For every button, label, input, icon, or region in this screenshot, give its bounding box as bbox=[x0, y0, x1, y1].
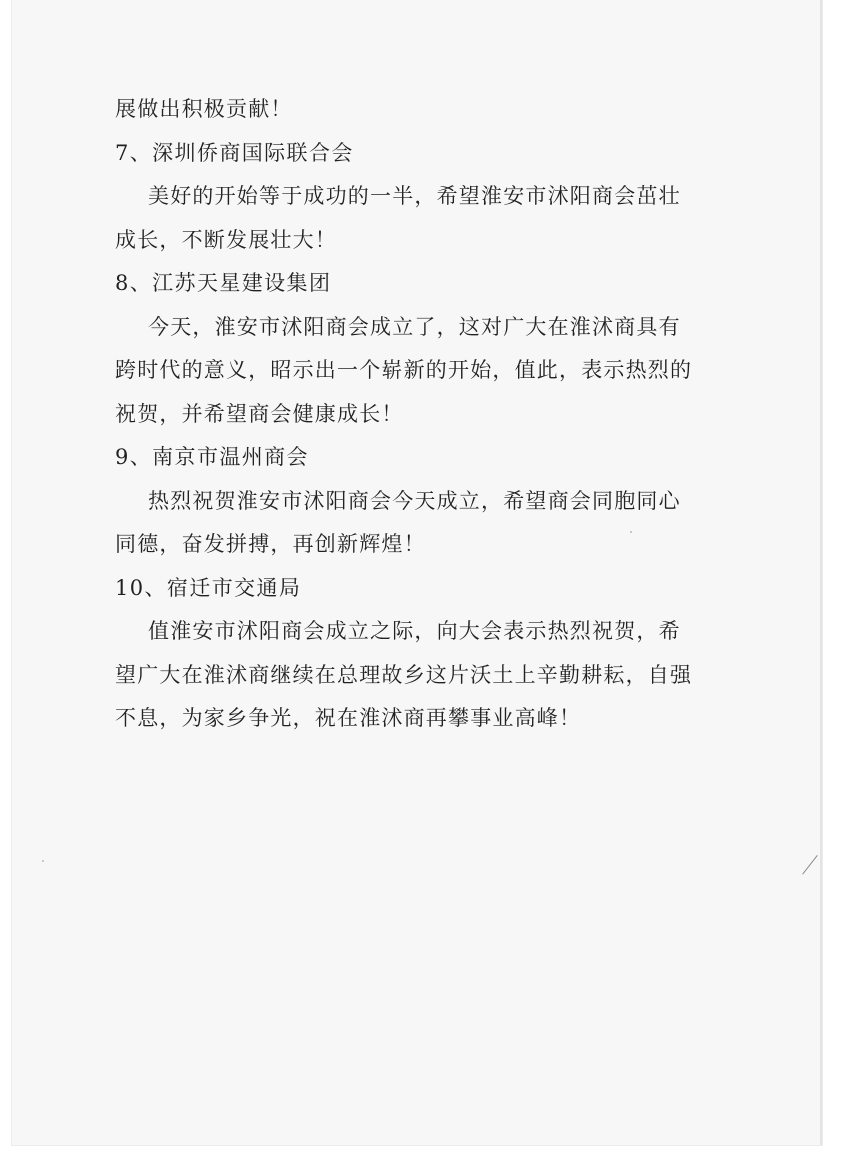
scanned-paper bbox=[12, 0, 822, 1145]
section-heading-7: 7、深圳侨商国际联合会 bbox=[115, 140, 354, 165]
scan-speck bbox=[42, 860, 44, 862]
section-heading-8: 8、江苏天星建设集团 bbox=[115, 271, 332, 295]
paragraph-line: 美好的开始等于成功的一半，希望淮安市沭阳商会茁壮 bbox=[148, 184, 681, 208]
paragraph-line: 同德，奋发拼搏，再创新辉煌！ bbox=[115, 532, 426, 556]
paper-crease-mark bbox=[802, 855, 832, 886]
paragraph-line: 望广大在淮沭商继续在总理故乡这片沃土上辛勤耕耘，自强 bbox=[115, 662, 693, 687]
paragraph-line: 热烈祝贺淮安市沭阳商会今天成立，希望商会同胞同心 bbox=[148, 488, 681, 513]
scan-edge bbox=[820, 0, 822, 1145]
paragraph-line: 跨时代的意义，昭示出一个崭新的开始，值此，表示热烈的 bbox=[115, 358, 693, 382]
paragraph-line: 成长，不断发展壮大！ bbox=[115, 227, 337, 252]
paragraph-line: 不息，为家乡争光，祝在淮沭商再攀事业高峰！ bbox=[115, 706, 582, 730]
paragraph-line: 祝贺，并希望商会健康成长！ bbox=[115, 401, 404, 426]
section-heading-10: 10、宿迁市交通局 bbox=[115, 575, 302, 600]
paragraph-line: 今天，淮安市沭阳商会成立了，这对广大在淮沭商具有 bbox=[148, 314, 681, 339]
document-body bbox=[115, 88, 705, 741]
scan-speck bbox=[630, 531, 632, 533]
paragraph-line: 值淮安市沭阳商会成立之际，向大会表示热烈祝贺，希 bbox=[148, 619, 681, 643]
paragraph-line: 展做出积极贡献！ bbox=[115, 97, 293, 121]
section-heading-9: 9、南京市温州商会 bbox=[115, 445, 309, 469]
